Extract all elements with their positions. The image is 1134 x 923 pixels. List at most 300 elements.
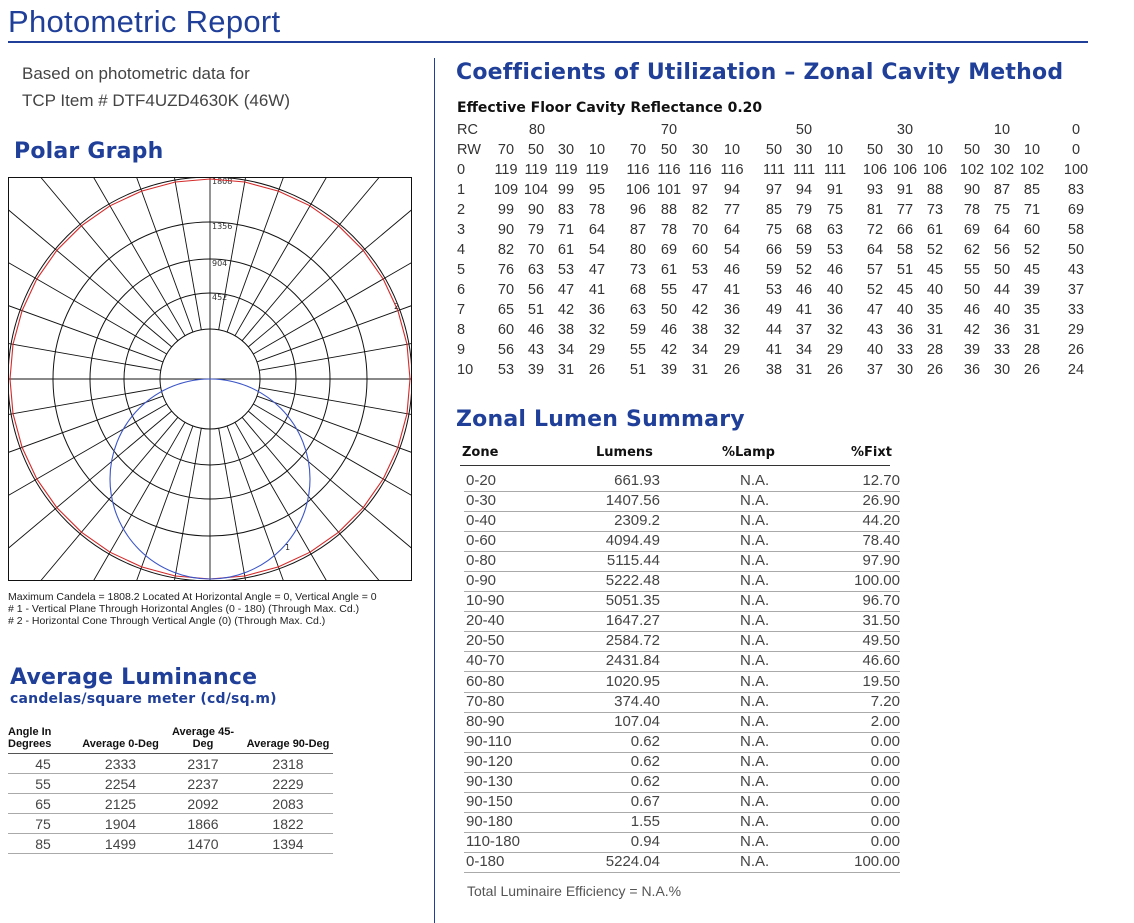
zonal-fixt-cell: 0.00 (870, 732, 900, 750)
zonal-lumens-cell: 5115.44 (606, 552, 660, 570)
cu-value: 50 (993, 262, 1011, 278)
luminance-row (8, 834, 333, 854)
cu-value: 51 (629, 362, 647, 378)
cu-value: 79 (527, 222, 545, 238)
cu-value: 78 (660, 222, 678, 238)
cu-value: 60 (497, 322, 515, 338)
zonal-lamp-cell: N.A. (740, 712, 770, 730)
cu-value: 32 (826, 322, 844, 338)
cu-value: 59 (629, 322, 647, 338)
zonal-lumens-cell: 0.94 (630, 832, 660, 850)
zonal-zone-cell: 0-80 (466, 552, 497, 570)
zonal-fixt-cell: 12.70 (862, 472, 900, 489)
zonal-lumens-cell: 4094.49 (605, 532, 660, 550)
cu-rw-value: 30 (691, 142, 709, 158)
cu-value: 50 (1067, 242, 1085, 258)
zonal-zone-cell: 60-80 (466, 672, 505, 690)
zonal-row (464, 772, 900, 793)
report-title: Photometric Report (8, 4, 281, 39)
cu-value: 59 (795, 242, 813, 258)
zonal-row (464, 611, 900, 632)
zonal-lamp-cell: N.A. (740, 512, 770, 530)
cu-value: 52 (1023, 242, 1041, 258)
zonal-lumens-cell: 1407.56 (605, 492, 660, 510)
cu-value: 53 (557, 262, 575, 278)
cu-value: 32 (588, 322, 606, 338)
zonal-lumens-cell: 1.55 (630, 812, 660, 830)
zonal-zone-cell: 0-90 (466, 572, 497, 590)
luminance-row (8, 774, 333, 794)
zonal-lumens-cell: 2584.72 (605, 632, 660, 650)
cu-value: 47 (866, 302, 884, 318)
luminance-row (8, 814, 333, 834)
zonal-row (464, 491, 900, 512)
zonal-zone-cell: 0-40 (466, 512, 497, 530)
cu-value: 61 (926, 222, 944, 238)
zonal-fixt-cell: 49.50 (862, 632, 900, 650)
cu-value: 102 (989, 162, 1015, 178)
cu-value: 29 (826, 342, 844, 358)
cu-value: 99 (557, 182, 575, 198)
zonal-zone-cell: 20-40 (466, 612, 505, 630)
cu-value: 46 (723, 262, 741, 278)
cu-value: 82 (691, 202, 709, 218)
zonal-lamp-cell: N.A. (740, 652, 770, 670)
cu-value: 38 (557, 322, 575, 338)
cu-value: 42 (963, 322, 981, 338)
cu-value: 58 (896, 242, 914, 258)
zonal-lamp-cell: N.A. (740, 752, 770, 770)
cu-value: 94 (795, 182, 813, 198)
polar-ring-label: 1356 (212, 222, 233, 231)
luminance-value-cell: 2092 (163, 794, 243, 814)
cu-value: 41 (588, 282, 606, 298)
cu-value: 71 (557, 222, 575, 238)
zonal-zone-cell: 70-80 (466, 692, 505, 710)
cu-value: 90 (497, 222, 515, 238)
cu-value: 55 (629, 342, 647, 358)
cu-rw-value: 0 (1071, 142, 1081, 158)
zonal-lumens-cell: 2431.84 (605, 652, 660, 670)
total-efficiency: Total Luminaire Efficiency = N.A.% (467, 883, 682, 899)
zonal-zone-cell: 0-20 (466, 472, 497, 489)
cu-value: 47 (691, 282, 709, 298)
zonal-header-zone: Zone (462, 445, 499, 460)
luminance-angle-cell: 45 (8, 754, 78, 774)
cu-value: 99 (497, 202, 515, 218)
zonal-zone-cell: 90-130 (466, 772, 513, 790)
cu-rw-value: 30 (795, 142, 813, 158)
cu-value: 65 (497, 302, 515, 318)
cu-title: Coefficients of Utilization – Zonal Cavity Method (456, 60, 1064, 85)
cu-value: 54 (723, 242, 741, 258)
zonal-zone-cell: 0-60 (466, 532, 497, 550)
cu-value: 30 (896, 362, 914, 378)
cu-value: 116 (657, 162, 681, 178)
cu-value: 66 (896, 222, 914, 238)
cu-value: 30 (993, 362, 1011, 378)
cu-value: 24 (1067, 362, 1085, 378)
zonal-row (464, 571, 900, 592)
cu-value: 40 (826, 282, 844, 298)
zonal-row (464, 792, 900, 813)
cu-value: 40 (866, 342, 884, 358)
cu-value: 36 (963, 362, 981, 378)
cu-value: 31 (557, 362, 575, 378)
cu-value: 33 (896, 342, 914, 358)
zonal-title: Zonal Lumen Summary (456, 407, 745, 432)
zonal-row (464, 551, 900, 572)
cu-value: 91 (826, 182, 844, 198)
zonal-lumens-cell: 374.40 (614, 692, 660, 710)
zonal-lamp-cell: N.A. (740, 792, 770, 810)
cu-value: 55 (660, 282, 678, 298)
cu-value: 36 (826, 302, 844, 318)
cu-value: 87 (629, 222, 647, 238)
zonal-lumens-cell: 107.04 (614, 712, 660, 730)
zonal-header-fixt: %Fixt (851, 445, 892, 460)
cu-rw-value: 50 (660, 142, 678, 158)
cu-value: 64 (723, 222, 741, 238)
cu-value: 106 (922, 162, 948, 178)
zonal-fixt-cell: 96.70 (862, 592, 900, 610)
zonal-lamp-cell: N.A. (740, 612, 770, 630)
cu-value: 35 (1023, 302, 1041, 318)
cu-value: 46 (527, 322, 545, 338)
cu-value: 73 (926, 202, 944, 218)
luminance-header-row (8, 726, 333, 754)
zonal-lumens-cell: 5222.48 (605, 572, 660, 590)
luminance-header-45deg: Average 45-Deg (163, 726, 243, 754)
cu-value: 46 (826, 262, 844, 278)
cu-value: 69 (963, 222, 981, 238)
cu-value: 26 (1023, 362, 1041, 378)
cu-value: 52 (866, 282, 884, 298)
cu-rcr-label: 1 (457, 182, 466, 198)
luminance-title: Average Luminance (10, 665, 258, 690)
cu-value: 83 (557, 202, 575, 218)
cu-value: 88 (660, 202, 678, 218)
zonal-lumens-cell: 1647.27 (605, 612, 660, 630)
curve-2-note: # 2 - Horizontal Cone Through Vertical Angle (0) (Through Max. Cd.) (8, 615, 326, 627)
cu-value: 79 (795, 202, 813, 218)
zonal-fixt-cell: 31.50 (862, 612, 900, 630)
cu-value: 77 (896, 202, 914, 218)
zonal-row (464, 531, 900, 552)
polar-notes (8, 591, 377, 627)
cu-value: 29 (723, 342, 741, 358)
cu-value: 39 (963, 342, 981, 358)
zonal-lumens-cell: 2309.2 (614, 512, 660, 530)
cu-value: 31 (1023, 322, 1041, 338)
luminance-angle-cell: 55 (8, 774, 78, 794)
polar-ring-label: 452 (212, 293, 228, 302)
cu-value: 80 (629, 242, 647, 258)
cu-value: 109 (493, 182, 519, 198)
cu-value: 70 (691, 222, 709, 238)
cu-value: 63 (629, 302, 647, 318)
curve-1-note: # 1 - Vertical Plane Through Horizontal Angles (0 - 180) (Through Max. Cd.) (8, 603, 360, 615)
cu-rc-value: 50 (795, 122, 813, 138)
cu-value: 64 (993, 222, 1011, 238)
cu-value: 42 (557, 302, 575, 318)
luminance-value-cell: 1866 (163, 814, 243, 834)
zonal-fixt-cell: 100.00 (854, 572, 900, 590)
cu-value: 36 (993, 322, 1011, 338)
cu-value: 111 (823, 162, 847, 178)
cu-value: 38 (765, 362, 783, 378)
cu-value: 47 (588, 262, 606, 278)
zonal-header-rule (460, 465, 890, 466)
zonal-lamp-cell: N.A. (740, 812, 770, 830)
cu-value: 91 (896, 182, 914, 198)
zonal-fixt-cell: 7.20 (870, 692, 900, 710)
cu-rw-value: 10 (826, 142, 844, 158)
cu-rcr-label: 3 (457, 222, 466, 238)
cu-value: 53 (765, 282, 783, 298)
cu-value: 52 (926, 242, 944, 258)
zonal-row (464, 651, 900, 672)
cu-value: 78 (963, 202, 981, 218)
cu-rw-value: 10 (588, 142, 606, 158)
cu-table (0, 0, 1134, 400)
zonal-lamp-cell: N.A. (740, 772, 770, 790)
zonal-row (464, 511, 900, 532)
luminance-value-cell: 1822 (243, 814, 333, 834)
zonal-lamp-cell: N.A. (740, 732, 770, 750)
cu-rc-value: 0 (1071, 122, 1081, 138)
cu-rcr-label: 9 (457, 342, 466, 358)
zonal-zone-cell: 90-120 (466, 752, 513, 770)
cu-value: 75 (826, 202, 844, 218)
cu-rcr-label: 2 (457, 202, 466, 218)
luminance-value-cell: 2125 (78, 794, 163, 814)
cu-value: 49 (765, 302, 783, 318)
cu-rw-value: 70 (629, 142, 647, 158)
cu-value: 69 (660, 242, 678, 258)
zonal-lamp-cell: N.A. (740, 552, 770, 570)
zonal-lumens-cell: 1020.95 (605, 672, 660, 690)
cu-value: 116 (688, 162, 712, 178)
luminance-value-cell: 2333 (78, 754, 163, 774)
luminance-table (8, 726, 333, 854)
cu-value: 101 (656, 182, 682, 198)
cu-value: 97 (691, 182, 709, 198)
zonal-lumens-cell: 0.62 (630, 752, 660, 770)
cu-value: 66 (765, 242, 783, 258)
cu-value: 54 (588, 242, 606, 258)
cu-rcr-label: 8 (457, 322, 466, 338)
zonal-lumens-cell: 5051.35 (605, 592, 660, 610)
cu-rcr-label: 0 (457, 162, 466, 178)
zonal-zone-cell: 10-90 (466, 592, 505, 610)
luminance-value-cell: 1470 (163, 834, 243, 854)
cu-value: 45 (896, 282, 914, 298)
cu-value: 52 (795, 262, 813, 278)
cu-value: 83 (1067, 182, 1085, 198)
cu-rc-value: 30 (896, 122, 914, 138)
cu-value: 38 (691, 322, 709, 338)
cu-rcr-label: 5 (457, 262, 466, 278)
zonal-zone-cell: 40-70 (466, 652, 505, 670)
luminance-row (8, 794, 333, 814)
zonal-lumens-cell: 0.62 (630, 772, 660, 790)
cu-rw-value: 30 (993, 142, 1011, 158)
zonal-zone-cell: 90-180 (466, 812, 513, 830)
cu-value: 57 (866, 262, 884, 278)
cu-rw-value: 30 (557, 142, 575, 158)
cu-rcr-label: 10 (457, 362, 474, 378)
zonal-fixt-cell: 0.00 (870, 812, 900, 830)
zonal-fixt-cell: 44.20 (862, 512, 900, 530)
zonal-zone-cell: 80-90 (466, 712, 505, 730)
cu-value: 32 (723, 322, 741, 338)
cu-value: 60 (1023, 222, 1041, 238)
cu-value: 39 (527, 362, 545, 378)
zonal-row (464, 812, 900, 833)
cu-value: 40 (993, 302, 1011, 318)
cu-value: 97 (765, 182, 783, 198)
zonal-lumens-cell: 5224.04 (605, 852, 660, 870)
cu-value: 39 (660, 362, 678, 378)
cu-rc-label: RC (457, 122, 478, 138)
zonal-fixt-cell: 2.00 (870, 712, 900, 730)
cu-value: 111 (792, 162, 816, 178)
polar-ring-label: 1808 (212, 177, 233, 186)
cu-value: 95 (588, 182, 606, 198)
polar-graph-title: Polar Graph (14, 139, 164, 164)
cu-value: 56 (527, 282, 545, 298)
cu-subtitle: Effective Floor Cavity Reflectance 0.20 (457, 100, 763, 116)
cu-value: 36 (723, 302, 741, 318)
max-candela-note: Maximum Candela = 1808.2 Located At Horizontal Angle = 0, Vertical Angle = 0 (8, 591, 377, 603)
polar-curve-2-label: 2 (394, 302, 400, 311)
cu-value: 45 (926, 262, 944, 278)
cu-value: 37 (866, 362, 884, 378)
cu-value: 41 (723, 282, 741, 298)
luminance-value-cell: 2318 (243, 754, 333, 774)
cu-value: 87 (993, 182, 1011, 198)
zonal-fixt-cell: 0.00 (870, 772, 900, 790)
cu-rc-value: 80 (528, 122, 546, 138)
luminance-subtitle: candelas/square meter (cd/sq.m) (10, 691, 277, 707)
luminance-value-cell: 1904 (78, 814, 163, 834)
basis-line-2: TCP Item # DTF4UZD4630K (46W) (22, 91, 290, 110)
cu-value: 59 (765, 262, 783, 278)
cu-value: 116 (720, 162, 744, 178)
zonal-row (464, 471, 900, 492)
zonal-lumens-cell: 661.93 (614, 472, 660, 489)
cu-value: 42 (691, 302, 709, 318)
zonal-lumens-cell: 0.62 (630, 732, 660, 750)
cu-value: 70 (497, 282, 515, 298)
luminance-value-cell: 2317 (163, 754, 243, 774)
cu-rw-value: 10 (723, 142, 741, 158)
cu-value: 31 (795, 362, 813, 378)
zonal-header-lumens: Lumens (596, 445, 653, 460)
zonal-zone-cell: 90-110 (466, 732, 512, 750)
cu-value: 50 (660, 302, 678, 318)
cu-rw-value: 30 (896, 142, 914, 158)
cu-value: 36 (588, 302, 606, 318)
luminance-angle-cell: 65 (8, 794, 78, 814)
cu-rcr-label: 4 (457, 242, 466, 258)
zonal-lamp-cell: N.A. (740, 852, 770, 870)
cu-value: 43 (866, 322, 884, 338)
luminance-angle-cell: 75 (8, 814, 78, 834)
zonal-row (464, 672, 900, 693)
cu-value: 119 (494, 162, 518, 178)
zonal-lamp-cell: N.A. (740, 532, 770, 550)
zonal-header-lamp: %Lamp (722, 445, 775, 460)
cu-value: 43 (527, 342, 545, 358)
zonal-row (464, 591, 900, 612)
cu-value: 36 (896, 322, 914, 338)
zonal-lamp-cell: N.A. (740, 672, 770, 690)
cu-rw-value: 50 (765, 142, 783, 158)
cu-value: 64 (588, 222, 606, 238)
cu-value: 33 (1067, 302, 1085, 318)
cu-value: 26 (588, 362, 606, 378)
cu-value: 26 (926, 362, 944, 378)
cu-value: 111 (762, 162, 786, 178)
cu-value: 35 (926, 302, 944, 318)
cu-value: 28 (1023, 342, 1041, 358)
cu-value: 29 (588, 342, 606, 358)
zonal-lamp-cell: N.A. (740, 692, 770, 710)
cu-value: 90 (963, 182, 981, 198)
cu-value: 44 (765, 322, 783, 338)
zonal-fixt-cell: 0.00 (870, 752, 900, 770)
luminance-header-90deg: Average 90-Deg (243, 726, 333, 754)
cu-value: 119 (585, 162, 609, 178)
cu-value: 26 (723, 362, 741, 378)
zonal-row (464, 752, 900, 773)
cu-value: 26 (1067, 342, 1085, 358)
luminance-row (8, 754, 333, 774)
cu-value: 96 (629, 202, 647, 218)
cu-value: 61 (660, 262, 678, 278)
cu-value: 31 (926, 322, 944, 338)
zonal-lamp-cell: N.A. (740, 632, 770, 650)
zonal-fixt-cell: 97.90 (862, 552, 900, 570)
cu-value: 104 (523, 182, 549, 198)
cu-value: 102 (1019, 162, 1045, 178)
cu-value: 53 (826, 242, 844, 258)
cu-rw-value: 50 (866, 142, 884, 158)
zonal-lamp-cell: N.A. (740, 592, 770, 610)
cu-value: 106 (862, 162, 888, 178)
zonal-row (464, 712, 900, 733)
cu-rw-value: 10 (1023, 142, 1041, 158)
luminance-header-0deg: Average 0-Deg (78, 726, 163, 754)
cu-value: 46 (660, 322, 678, 338)
cu-rw-value: 10 (926, 142, 944, 158)
cu-value: 39 (1023, 282, 1041, 298)
zonal-lamp-cell: N.A. (740, 572, 770, 590)
cu-value: 69 (1067, 202, 1085, 218)
zonal-row (464, 631, 900, 652)
cu-value: 53 (497, 362, 515, 378)
zonal-zone-cell: 0-180 (466, 852, 505, 870)
cu-value: 43 (1067, 262, 1085, 278)
luminance-value-cell: 2229 (243, 774, 333, 794)
zonal-zone-cell: 90-150 (466, 792, 513, 810)
cu-value: 63 (527, 262, 545, 278)
cu-value: 50 (963, 282, 981, 298)
cu-value: 37 (1067, 282, 1085, 298)
zonal-zone-cell: 20-50 (466, 632, 505, 650)
